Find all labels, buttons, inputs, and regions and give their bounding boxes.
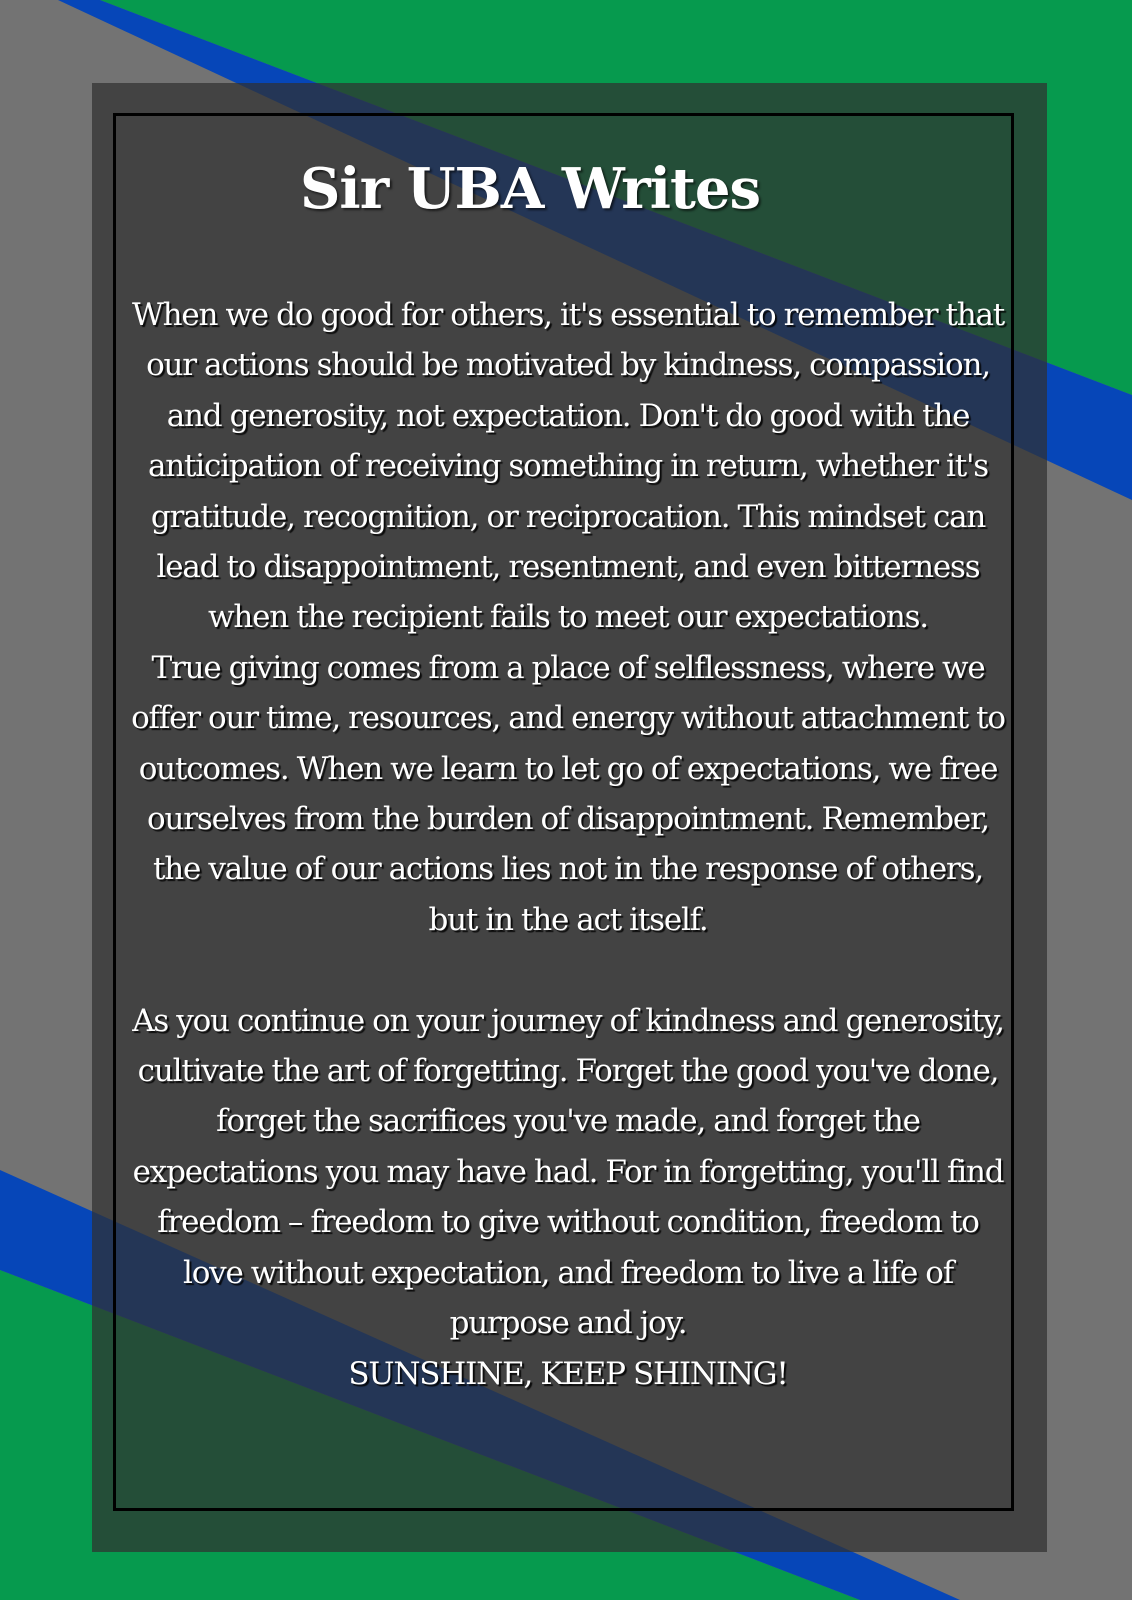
closing-line: SUNSHINE, KEEP SHINING! <box>348 1355 788 1392</box>
paragraph-2: True giving comes from a place of selflessness, where we offer our time, resources, and energy without attachment to outcomes. When we learn to let go of expectations, we free ourselves from the burden of disappointment. Remember, the value of our actions lies not in the response of others, but in the act itself. <box>131 649 1005 938</box>
paragraph-3: As you continue on your journey of kindness and generosity, cultivate the art of forgetting. Forget the good you've done, forget the sacrifices you've made, and forget the expectations you may have had. For in forgetting, you'll find freedom – freedom to give without condition, freedom to love without expectation, and freedom to live a life of purpose and joy. <box>132 1002 1004 1342</box>
message-body <box>128 290 1008 1399</box>
paragraph-gap <box>128 945 1008 995</box>
page-title: Sir UBA Writes <box>299 156 760 222</box>
paragraph-1: When we do good for others, it's essential to remember that our actions should be motivated by kindness, compassion, and generosity, not expectation. Don't do good with the anticipation of receiving something in return, whether it's gratitude, recognition, or reciprocation. This mindset can lead to disappointment, resentment, and even bitterness when the recipient fails to meet our expectations. <box>131 297 1005 636</box>
